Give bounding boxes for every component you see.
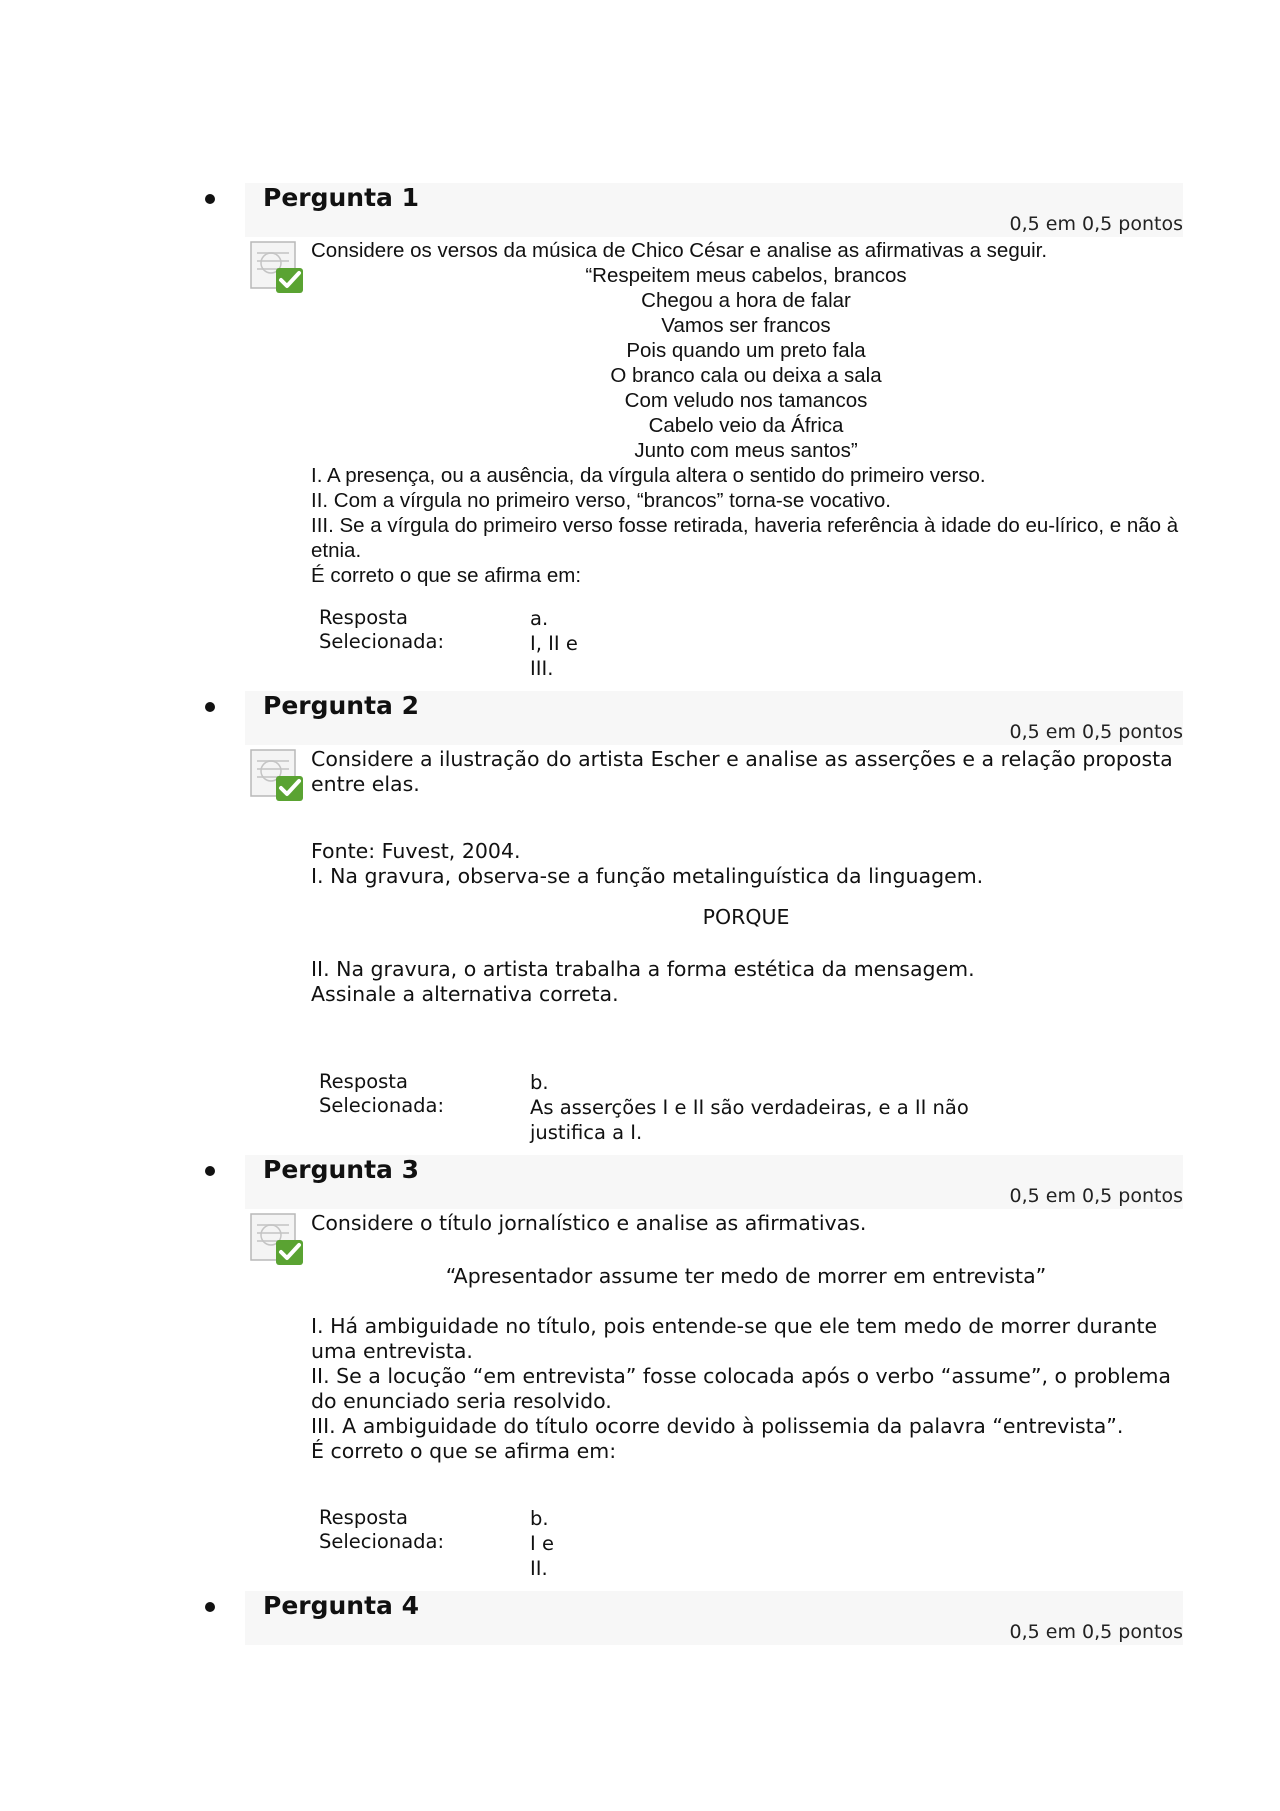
- assertion-1: I. Na gravura, observa-se a função metalinguística da linguagem.: [311, 864, 984, 888]
- question-score: 0,5 em 0,5 pontos: [1009, 1621, 1183, 1643]
- verse-line: Chegou a hora de falar: [641, 289, 851, 312]
- question-title: Pergunta 2: [263, 691, 420, 720]
- question-body: [311, 238, 1181, 588]
- statement: II. Se a locução “em entrevista” fosse colocada após o verbo “assume”, o problema do enunciado seria resolvido.: [311, 1364, 1171, 1413]
- question-score: 0,5 em 0,5 pontos: [1009, 213, 1183, 235]
- assertion-2: II. Na gravura, o artista trabalha a forma estética da mensagem.: [311, 957, 975, 981]
- verse-line: Vamos ser francos: [661, 314, 831, 337]
- verse-line: Pois quando um preto fala: [626, 339, 866, 362]
- verse-line: Junto com meus santos”: [634, 439, 858, 462]
- bullet: [205, 702, 215, 712]
- bullet: [205, 1166, 215, 1176]
- answer-text-line: III.: [530, 657, 554, 680]
- question-prompt: É correto o que se afirma em:: [311, 1439, 617, 1463]
- connector: PORQUE: [702, 905, 790, 929]
- verse-line: Cabelo veio da África: [648, 414, 844, 437]
- correct-check-icon: [249, 1211, 305, 1267]
- correct-check-icon: [249, 747, 305, 803]
- answer-letter: a.: [530, 607, 549, 630]
- answer-letter: b.: [530, 1507, 549, 1530]
- question-intro: Considere a ilustração do artista Escher e analise as asserções e a relação proposta entre elas.: [311, 747, 1173, 796]
- answer-value: [530, 1070, 969, 1145]
- statement: III. A ambiguidade do título ocorre devido à polissemia da palavra “entrevista”.: [311, 1414, 1124, 1438]
- verse-line: O branco cala ou deixa a sala: [610, 364, 882, 387]
- statement: I. Há ambiguidade no título, pois entende-se que ele tem medo de morrer durante uma entrevista.: [311, 1314, 1158, 1363]
- bullet: [205, 1602, 215, 1612]
- question-title: Pergunta 3: [263, 1155, 420, 1184]
- statement: III. Se a vírgula do primeiro verso fosse retirada, haveria referência à idade do eu-lírico, e não à etnia.: [311, 514, 1179, 562]
- question-body: [311, 747, 1181, 1007]
- question-score: 0,5 em 0,5 pontos: [1009, 721, 1183, 743]
- question-intro: Considere os versos da música de Chico César e analise as afirmativas a seguir.: [311, 239, 1048, 262]
- question-title: Pergunta 1: [263, 183, 420, 212]
- answer-letter: b.: [530, 1071, 549, 1094]
- answer-text-line: I, II e: [530, 632, 578, 655]
- question-title: Pergunta 4: [263, 1591, 420, 1620]
- answer-text-line: As asserções I e II são verdadeiras, e a II não: [530, 1096, 969, 1119]
- answer-text-line: II.: [530, 1557, 548, 1580]
- correct-check-icon: [249, 239, 305, 295]
- answer-value: [530, 606, 578, 681]
- verse-line: “Respeitem meus cabelos, brancos: [585, 264, 907, 287]
- headline: “Apresentador assume ter medo de morrer em entrevista”: [445, 1264, 1047, 1288]
- answer-label: Resposta Selecionada:: [319, 1070, 445, 1117]
- answer-label: Resposta Selecionada:: [319, 606, 445, 653]
- bullet: [205, 194, 215, 204]
- answer-text-line: justifica a I.: [530, 1121, 643, 1144]
- answer-value: [530, 1506, 554, 1581]
- question-intro: Considere o título jornalístico e analise as afirmativas.: [311, 1211, 867, 1235]
- question-score: 0,5 em 0,5 pontos: [1009, 1185, 1183, 1207]
- question-body: [311, 1211, 1181, 1464]
- question-prompt: Assinale a alternativa correta.: [311, 982, 619, 1006]
- image-source: Fonte: Fuvest, 2004.: [311, 839, 521, 863]
- question-prompt: É correto o que se afirma em:: [311, 564, 582, 587]
- answer-label: Resposta Selecionada:: [319, 1506, 445, 1553]
- answer-text-line: I e: [530, 1532, 554, 1555]
- verse-line: Com veludo nos tamancos: [624, 389, 868, 412]
- statement: I. A presença, ou a ausência, da vírgula altera o sentido do primeiro verso.: [311, 464, 986, 487]
- statement: II. Com a vírgula no primeiro verso, “brancos” torna-se vocativo.: [311, 489, 891, 512]
- verse-block: [311, 263, 1181, 463]
